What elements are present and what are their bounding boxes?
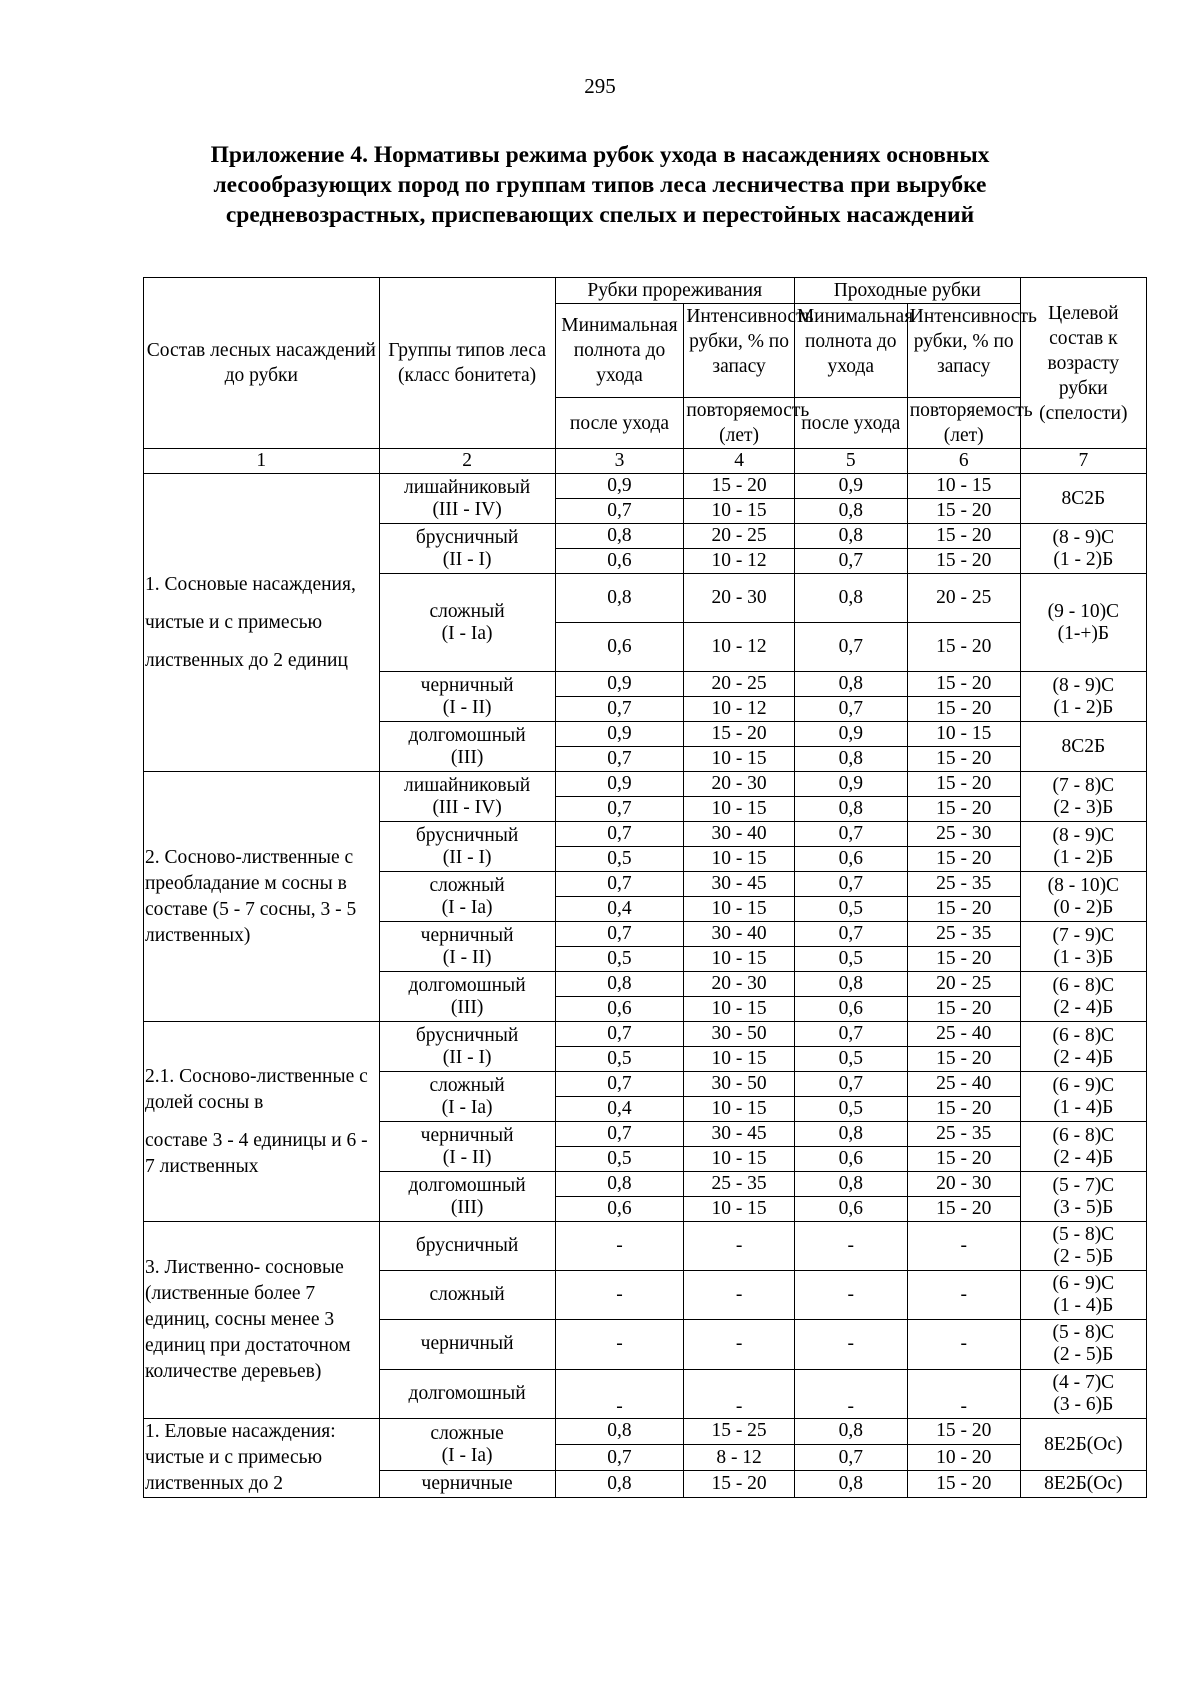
value-cell: 0,7 [794, 822, 907, 847]
value-cell: 15 - 20 [907, 772, 1020, 797]
target-composition-cell-line: (4 - 7)С [1052, 1371, 1115, 1393]
value-cell: 10 - 12 [684, 697, 794, 722]
target-composition-cell-line: (3 - 5)Б [1053, 1196, 1114, 1218]
value-cell: 0,6 [555, 997, 684, 1022]
value-cell: 0,5 [555, 847, 684, 872]
target-composition-cell-line: (8 - 10)С [1047, 874, 1120, 896]
value-cell: 10 - 15 [684, 499, 794, 524]
header-repeat: повторяемость (лет) [684, 398, 794, 449]
value-cell: - [794, 1369, 907, 1418]
table-row [144, 1418, 1147, 1444]
forest-type-cell-line: долгомошный [408, 1382, 526, 1404]
value-cell: 0,6 [555, 549, 684, 574]
value-cell: 30 - 50 [684, 1072, 794, 1097]
value-cell: 0,6 [794, 997, 907, 1022]
value-cell: 0,7 [794, 1022, 907, 1047]
target-composition-cell-line: 8Е2Б(Ос) [1044, 1433, 1123, 1455]
value-cell: 10 - 15 [684, 1047, 794, 1072]
target-composition-cell-line: (7 - 9)С [1052, 924, 1115, 946]
forest-type-cell [379, 1471, 555, 1497]
value-cell: 0,9 [555, 672, 684, 697]
value-cell: 0,7 [555, 797, 684, 822]
target-composition-cell-line: (9 - 10)С [1047, 600, 1120, 622]
title-line-2: лесообразующих пород по группам типов леса лесничества при вырубке [213, 172, 987, 198]
target-composition-cell [1020, 972, 1146, 1022]
forest-type-cell-line: черничный [420, 1333, 514, 1355]
forest-type-cell-line: сложный [429, 1284, 505, 1306]
target-composition-cell-line: (1 - 2)Б [1053, 548, 1114, 570]
target-composition-cell-line: (6 - 9)С [1052, 1273, 1115, 1295]
value-cell: 0,8 [555, 524, 684, 549]
value-cell: 0,8 [555, 972, 684, 997]
value-cell: 10 - 12 [684, 623, 794, 672]
target-composition-cell-line: 8С2Б [1061, 735, 1106, 757]
value-cell: 0,8 [794, 524, 907, 549]
value-cell: 0,8 [794, 672, 907, 697]
target-composition-cell-line: (1 - 3)Б [1053, 946, 1114, 968]
value-cell: 15 - 20 [907, 1418, 1020, 1444]
value-cell: 30 - 40 [684, 922, 794, 947]
target-composition-cell-line: 8Е2Б(Ос) [1044, 1473, 1123, 1495]
header-after-care: после ухода [555, 398, 684, 449]
forest-type-cell [379, 1022, 555, 1072]
target-composition-cell-line: (2 - 4)Б [1053, 1146, 1114, 1168]
column-number: 5 [794, 449, 907, 474]
value-cell: - [684, 1222, 794, 1271]
value-cell: 10 - 15 [684, 747, 794, 772]
value-cell: 10 - 15 [907, 722, 1020, 747]
forest-type-cell [379, 772, 555, 822]
value-cell: 0,7 [555, 822, 684, 847]
composition-cell [144, 1222, 380, 1419]
value-cell: 15 - 20 [907, 672, 1020, 697]
target-composition-cell [1020, 1271, 1146, 1320]
forest-type-cell [379, 1271, 555, 1320]
value-cell: 0,6 [794, 1197, 907, 1222]
value-cell: 0,7 [794, 1445, 907, 1471]
value-cell: 15 - 20 [907, 797, 1020, 822]
value-cell: 0,8 [555, 1172, 684, 1197]
value-cell: 15 - 20 [907, 847, 1020, 872]
target-composition-cell-line: (8 - 9)С [1052, 824, 1115, 846]
value-cell: 15 - 20 [907, 697, 1020, 722]
value-cell: 15 - 20 [907, 524, 1020, 549]
value-cell: - [907, 1320, 1020, 1369]
forest-type-cell-line: сложный [429, 874, 505, 896]
target-composition-cell [1020, 672, 1146, 722]
composition-text: лиственных до 2 единиц [145, 649, 348, 671]
value-cell: 25 - 40 [907, 1022, 1020, 1047]
forest-type-cell-line: (III - IV) [432, 796, 502, 818]
value-cell: 0,8 [794, 1122, 907, 1147]
value-cell: 20 - 25 [684, 524, 794, 549]
value-cell: 15 - 20 [684, 722, 794, 747]
value-cell: 0,4 [555, 897, 684, 922]
forest-type-cell-line: долгомошный [408, 1174, 526, 1196]
target-composition-cell-line: (6 - 8)С [1052, 974, 1115, 996]
target-composition-cell [1020, 1122, 1146, 1172]
value-cell: 15 - 20 [907, 997, 1020, 1022]
value-cell: 0,5 [794, 1097, 907, 1122]
target-composition-cell-line: (1 - 4)Б [1053, 1096, 1114, 1118]
value-cell: 0,4 [555, 1097, 684, 1122]
header-after-care-2: после ухода [794, 398, 907, 449]
norms-table [143, 277, 1147, 1498]
composition-cell [144, 474, 380, 772]
target-composition-cell-line: (6 - 8)С [1052, 1124, 1115, 1146]
target-composition-cell [1020, 1222, 1146, 1271]
forest-type-cell [379, 1418, 555, 1471]
forest-type-cell-line: (II - I) [442, 1046, 492, 1068]
forest-type-cell-line: брусничный [415, 824, 519, 846]
value-cell: 0,9 [555, 474, 684, 499]
target-composition-cell-line: (6 - 8)С [1052, 1024, 1115, 1046]
forest-type-cell-line: (I - Iа) [441, 1096, 493, 1118]
value-cell: 25 - 35 [907, 872, 1020, 897]
forest-type-cell-line: (III) [450, 746, 484, 768]
header-forest-type: Группы типов леса (класс бонитета) [379, 278, 555, 449]
target-composition-cell-line: (1-+)Б [1057, 622, 1110, 644]
composition-text: 3. Лиственно- сосновые (лиственные более 7 единиц, сосны менее 3 единиц при достаточном количестве деревьев) [145, 1256, 351, 1382]
value-cell: 15 - 20 [907, 1197, 1020, 1222]
value-cell: 0,7 [555, 1445, 684, 1471]
table-row [144, 474, 1147, 499]
composition-text: 2.1. Сосново-лиственные с долей сосны в [145, 1065, 368, 1113]
forest-type-cell-line: (I - Iа) [441, 896, 493, 918]
value-cell: - [684, 1369, 794, 1418]
column-number: 4 [684, 449, 794, 474]
value-cell: 0,5 [794, 1047, 907, 1072]
value-cell: 20 - 30 [907, 1172, 1020, 1197]
value-cell: 20 - 25 [684, 672, 794, 697]
forest-type-cell-line: брусничный [415, 526, 519, 548]
value-cell: 20 - 30 [684, 772, 794, 797]
value-cell: 0,5 [794, 947, 907, 972]
table-row [144, 1022, 1147, 1047]
value-cell: 0,7 [794, 549, 907, 574]
forest-type-cell [379, 524, 555, 574]
value-cell: 0,8 [794, 574, 907, 623]
value-cell: - [684, 1271, 794, 1320]
header-min-density-2: Минимальная полнота до ухода [794, 304, 907, 398]
table-body [144, 278, 1147, 1498]
value-cell: 30 - 45 [684, 1122, 794, 1147]
target-composition-cell-line: (2 - 5)Б [1053, 1246, 1114, 1268]
forest-type-cell [379, 672, 555, 722]
value-cell: 0,5 [555, 947, 684, 972]
value-cell: 0,9 [794, 722, 907, 747]
forest-type-cell [379, 722, 555, 772]
header-min-density: Минимальная полнота до ухода [555, 304, 684, 398]
value-cell: 15 - 20 [907, 623, 1020, 672]
value-cell: 0,7 [555, 747, 684, 772]
forest-type-cell [379, 872, 555, 922]
value-cell: 0,7 [794, 922, 907, 947]
value-cell: 0,8 [794, 1471, 907, 1497]
value-cell: 25 - 35 [684, 1172, 794, 1197]
forest-type-cell-line: (I - II) [442, 946, 492, 968]
value-cell: 0,9 [794, 772, 907, 797]
value-cell: 20 - 30 [684, 574, 794, 623]
target-composition-cell-line: (6 - 9)С [1052, 1074, 1115, 1096]
target-composition-cell-line: (7 - 8)С [1052, 774, 1115, 796]
value-cell: 30 - 40 [684, 822, 794, 847]
value-cell: 15 - 20 [907, 549, 1020, 574]
title-line-3: средневозрастных, приспевающих спелых и перестойных насаждений [225, 202, 975, 228]
value-cell: 15 - 20 [907, 947, 1020, 972]
value-cell: 0,7 [555, 1072, 684, 1097]
value-cell: 10 - 15 [684, 997, 794, 1022]
value-cell: 0,8 [794, 1172, 907, 1197]
target-composition-cell [1020, 922, 1146, 972]
value-cell: 0,6 [555, 1197, 684, 1222]
value-cell: 0,8 [794, 797, 907, 822]
value-cell: - [907, 1271, 1020, 1320]
forest-type-cell-line: черничный [420, 1124, 514, 1146]
value-cell: 0,7 [555, 872, 684, 897]
value-cell: 0,7 [555, 697, 684, 722]
value-cell: - [794, 1222, 907, 1271]
forest-type-cell-line: брусничный [415, 1024, 519, 1046]
value-cell: 15 - 20 [907, 1471, 1020, 1497]
target-composition-cell [1020, 872, 1146, 922]
forest-type-cell-line: (III) [450, 996, 484, 1018]
target-composition-cell [1020, 822, 1146, 872]
forest-type-cell-line: долгомошный [408, 724, 526, 746]
column-number: 7 [1020, 449, 1146, 474]
forest-type-cell [379, 1172, 555, 1222]
table-row [144, 772, 1147, 797]
target-composition-cell-line: (2 - 4)Б [1053, 996, 1114, 1018]
forest-type-cell-line: (I - II) [442, 696, 492, 718]
target-composition-cell [1020, 524, 1146, 574]
target-composition-cell-line: (0 - 2)Б [1053, 896, 1114, 918]
value-cell: 0,9 [555, 772, 684, 797]
target-composition-cell-line: (2 - 4)Б [1053, 1046, 1114, 1068]
header-target-composition: Целевой состав к возрасту рубки (спелости) [1020, 278, 1146, 449]
forest-type-cell [379, 1072, 555, 1122]
value-cell: - [907, 1369, 1020, 1418]
value-cell: 25 - 35 [907, 922, 1020, 947]
value-cell: 0,8 [555, 1418, 684, 1444]
value-cell: 0,7 [794, 872, 907, 897]
forest-type-cell-line: сложный [429, 1074, 505, 1096]
value-cell: 0,7 [794, 623, 907, 672]
value-cell: 15 - 20 [907, 499, 1020, 524]
value-cell: 15 - 20 [907, 897, 1020, 922]
target-composition-cell [1020, 474, 1146, 524]
column-number: 6 [907, 449, 1020, 474]
value-cell: 0,5 [555, 1047, 684, 1072]
forest-type-cell [379, 972, 555, 1022]
target-composition-cell-line: 8С2Б [1061, 487, 1106, 509]
value-cell: - [684, 1320, 794, 1369]
value-cell: 10 - 15 [684, 947, 794, 972]
target-composition-cell [1020, 1418, 1146, 1471]
value-cell: 0,6 [794, 847, 907, 872]
header-thinning: Рубки прореживания [555, 278, 794, 304]
value-cell: 10 - 15 [684, 1197, 794, 1222]
target-composition-cell-line: (2 - 5)Б [1053, 1344, 1114, 1366]
forest-type-cell [379, 922, 555, 972]
forest-type-cell-line: (I - Iа) [441, 1444, 493, 1466]
value-cell: 0,5 [794, 897, 907, 922]
target-composition-cell-line: (5 - 7)С [1052, 1174, 1115, 1196]
column-number: 1 [144, 449, 380, 474]
value-cell: 25 - 35 [907, 1122, 1020, 1147]
value-cell: 15 - 20 [907, 747, 1020, 772]
header-intensity-2: Интенсивность рубки, % по запасу [907, 304, 1020, 398]
document-title [130, 140, 1070, 230]
column-number: 3 [555, 449, 684, 474]
value-cell: 10 - 15 [684, 797, 794, 822]
value-cell: - [794, 1320, 907, 1369]
target-composition-cell-line: (3 - 6)Б [1053, 1393, 1114, 1415]
value-cell: 15 - 20 [684, 1471, 794, 1497]
forest-type-cell-line: долгомошный [408, 974, 526, 996]
value-cell: 0,7 [555, 499, 684, 524]
value-cell: 0,6 [555, 623, 684, 672]
target-composition-cell-line: (1 - 2)Б [1053, 696, 1114, 718]
header-composition: Состав лесных насаждений до рубки [144, 278, 380, 449]
target-composition-cell-line: (8 - 9)С [1052, 674, 1115, 696]
forest-type-cell-line: (II - I) [442, 548, 492, 570]
target-composition-cell [1020, 722, 1146, 772]
forest-type-cell [379, 1122, 555, 1172]
target-composition-cell-line: (1 - 4)Б [1053, 1295, 1114, 1317]
value-cell: - [555, 1369, 684, 1418]
forest-type-cell-line: (I - Iа) [441, 622, 493, 644]
value-cell: 0,6 [794, 1147, 907, 1172]
value-cell: 10 - 15 [907, 474, 1020, 499]
forest-type-cell [379, 1320, 555, 1369]
forest-type-cell-line: черничные [421, 1473, 513, 1495]
target-composition-cell-line: (5 - 8)С [1052, 1322, 1115, 1344]
value-cell: 0,9 [555, 722, 684, 747]
target-composition-cell [1020, 1172, 1146, 1222]
table-row [144, 1222, 1147, 1247]
composition-text: 2. Сосново-лиственные с преобладание м сосны в составе (5 - 7 сосны, 3 - 5 лиственных) [145, 846, 357, 946]
value-cell: 25 - 30 [907, 822, 1020, 847]
value-cell: 0,8 [794, 972, 907, 997]
target-composition-cell-line: (1 - 2)Б [1053, 846, 1114, 868]
value-cell: 0,8 [555, 1471, 684, 1497]
target-composition-cell [1020, 1072, 1146, 1122]
value-cell: 15 - 20 [684, 474, 794, 499]
value-cell: - [907, 1222, 1020, 1271]
forest-type-cell-line: черничный [420, 924, 514, 946]
forest-type-cell-line: лишайниковый [404, 774, 531, 796]
column-number: 2 [379, 449, 555, 474]
value-cell: 10 - 12 [684, 549, 794, 574]
value-cell: 20 - 25 [907, 574, 1020, 623]
value-cell: 10 - 20 [907, 1445, 1020, 1471]
header-passage-cutting: Проходные рубки [794, 278, 1020, 304]
target-composition-cell-line: (5 - 8)С [1052, 1224, 1115, 1246]
value-cell: - [555, 1320, 684, 1369]
forest-type-cell-line: (III - IV) [432, 498, 502, 520]
value-cell: 15 - 25 [684, 1418, 794, 1444]
forest-type-cell-line: брусничный [415, 1235, 519, 1257]
value-cell: 15 - 20 [907, 1147, 1020, 1172]
forest-type-cell-line: (I - II) [442, 1146, 492, 1168]
value-cell: 30 - 45 [684, 872, 794, 897]
forest-type-cell [379, 1369, 555, 1418]
value-cell: 0,7 [555, 1022, 684, 1047]
composition-cell [144, 1418, 380, 1497]
composition-text: 1. Еловые насаждения: чистые и с примесью лиственных до 2 [145, 1420, 336, 1494]
header-repeat-2: повторяемость (лет) [907, 398, 1020, 449]
target-composition-cell [1020, 772, 1146, 822]
value-cell: 30 - 50 [684, 1022, 794, 1047]
title-line-1: Приложение 4. Нормативы режима рубок ухода в насаждениях основных [210, 142, 990, 168]
value-cell: 0,7 [555, 922, 684, 947]
composition-cell [144, 772, 380, 1022]
composition-text: составе 3 - 4 единицы и 6 - 7 лиственных [145, 1129, 368, 1177]
target-composition-cell-line: (8 - 9)С [1052, 526, 1115, 548]
page-number: 295 [584, 74, 616, 98]
value-cell: 0,8 [794, 499, 907, 524]
target-composition-cell [1020, 574, 1146, 672]
value-cell: 10 - 15 [684, 1097, 794, 1122]
forest-type-cell [379, 822, 555, 872]
value-cell: 15 - 20 [907, 1097, 1020, 1122]
value-cell: 0,9 [794, 474, 907, 499]
value-cell: 0,5 [555, 1147, 684, 1172]
value-cell: 0,7 [794, 1072, 907, 1097]
forest-type-cell-line: (II - I) [442, 846, 492, 868]
value-cell: - [555, 1271, 684, 1320]
target-composition-cell [1020, 1320, 1146, 1369]
value-cell: - [555, 1222, 684, 1271]
composition-text: 1. Сосновые насаждения, [145, 573, 356, 595]
value-cell: - [794, 1271, 907, 1320]
value-cell: 25 - 40 [907, 1072, 1020, 1097]
value-cell: 20 - 30 [684, 972, 794, 997]
target-composition-cell-line: (2 - 3)Б [1053, 796, 1114, 818]
forest-type-cell-line: лишайниковый [404, 476, 531, 498]
value-cell: 10 - 15 [684, 897, 794, 922]
forest-type-cell-line: черничный [420, 674, 514, 696]
value-cell: 0,8 [555, 574, 684, 623]
value-cell: 8 - 12 [684, 1445, 794, 1471]
forest-type-cell-line: сложный [429, 600, 505, 622]
forest-type-cell [379, 574, 555, 672]
target-composition-cell [1020, 1022, 1146, 1072]
forest-type-cell-line: сложные [430, 1422, 504, 1444]
value-cell: 10 - 15 [684, 1147, 794, 1172]
forest-type-cell [379, 1222, 555, 1271]
forest-type-cell-line: (III) [450, 1196, 484, 1218]
value-cell: 15 - 20 [907, 1047, 1020, 1072]
value-cell: 0,7 [555, 1122, 684, 1147]
composition-text: чистые и с примесью [145, 611, 323, 633]
value-cell: 20 - 25 [907, 972, 1020, 997]
target-composition-cell [1020, 1369, 1146, 1418]
value-cell: 0,8 [794, 1418, 907, 1444]
value-cell: 0,7 [794, 697, 907, 722]
target-composition-cell [1020, 1471, 1146, 1497]
composition-cell [144, 1022, 380, 1222]
forest-type-cell [379, 474, 555, 524]
value-cell: 0,8 [794, 747, 907, 772]
header-intensity: Интенсивность рубки, % по запасу [684, 304, 794, 398]
value-cell: 10 - 15 [684, 847, 794, 872]
